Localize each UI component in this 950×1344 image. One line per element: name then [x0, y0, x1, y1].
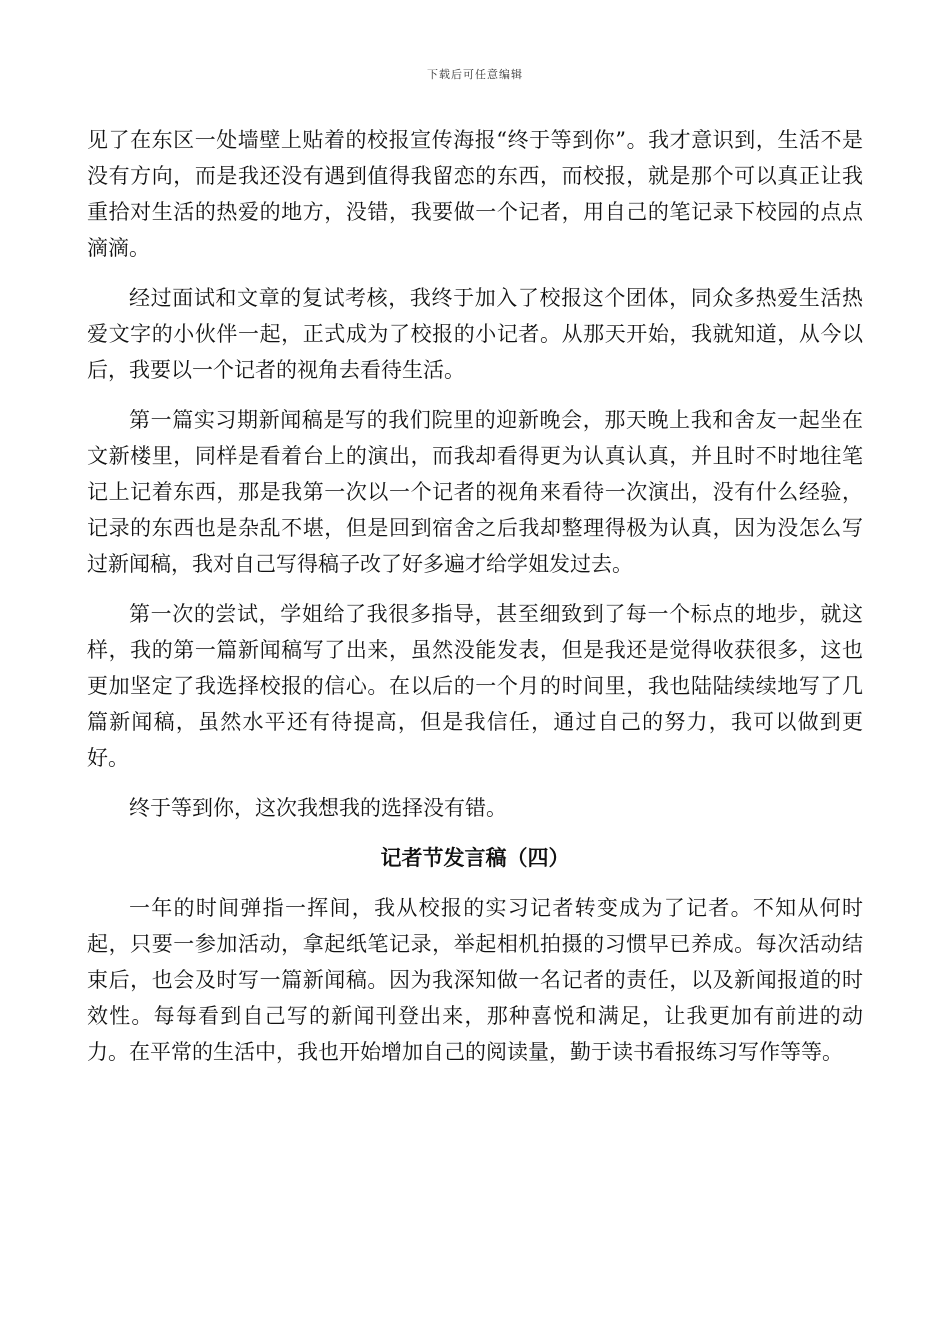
document-body: [87, 122, 863, 1084]
header-note: 下载后可任意编辑: [427, 68, 523, 81]
paragraph: 终于等到你，这次我想我的选择没有错。: [129, 796, 507, 820]
paragraph: 第一次的尝试，学姐给了我很多指导，甚至细致到了每一个标点的地步，就这样，我的第一篇新闻稿写了出来，虽然没能发表，但是我还是觉得收获很多，这也更加坚定了我选择校报的信心。在以后的一个月的时间里，我也陆陆续续地写了几篇新闻稿，虽然水平还有待提高，但是我信任，通过自己的努力，我可以做到更好。: [87, 602, 863, 770]
section-heading: 记者节发言稿（四）: [380, 845, 570, 870]
paragraph: 一年的时间弹指一挥间，我从校报的实习记者转变成为了记者。不知从何时起，只要一参加活动，拿起纸笔记录，举起相机拍摄的习惯早已养成。每次活动结束后，也会及时写一篇新闻稿。因为我深知做一名记者的责任，以及新闻报道的时效性。每每看到自己写的新闻刊登出来，那种喜悦和满足，让我更加有前进的动力。在平常的生活中，我也开始增加自己的阅读量，勤于读书看报练习写作等等。: [87, 896, 863, 1064]
paragraph-continuation: 见了在东区一处墙壁上贴着的校报宣传海报“终于等到你”。我才意识到，生活不是没有方向，而是我还没有遇到值得我留恋的东西，而校报，就是那个可以真正让我重拾对生活的热爱的地方，没错，我要做一个记者，用自己的笔记录下校园的点点滴滴。: [87, 128, 863, 260]
paragraph: 第一篇实习期新闻稿是写的我们院里的迎新晚会，那天晚上我和舍友一起坐在文新楼里，同样是看着台上的演出，而我却看得更为认真认真，并且时不时地往笔记上记着东西，那是我第一次以一个记者的视角来看待一次演出，没有什么经验，记录的东西也是杂乱不堪，但是回到宿舍之后我却整理得极为认真，因为没怎么写过新闻稿，我对自己写得稿子改了好多遍才给学姐发过去。: [87, 408, 863, 576]
paragraph: 经过面试和文章的复试考核，我终于加入了校报这个团体，同众多热爱生活热爱文字的小伙伴一起，正式成为了校报的小记者。从那天开始，我就知道，从今以后，我要以一个记者的视角去看待生活。: [87, 286, 863, 382]
